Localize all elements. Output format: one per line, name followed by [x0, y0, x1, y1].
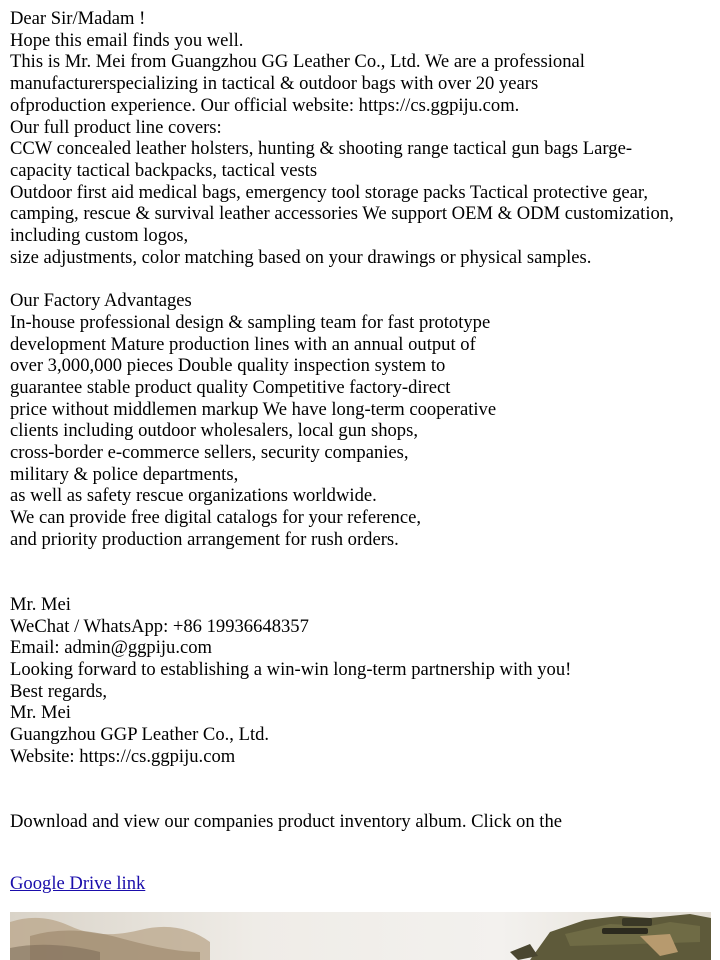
advantages-heading: Our Factory Advantages — [10, 290, 192, 312]
google-drive-link[interactable]: Google Drive link — [10, 872, 146, 894]
advantage-line: development Mature production lines with an annual output of — [10, 333, 476, 355]
advantage-line: military & police departments, — [10, 463, 239, 485]
spacer — [10, 768, 710, 811]
signature-name: Mr. Mei — [10, 702, 71, 724]
intro-line: Hope this email finds you well. — [10, 29, 244, 51]
banner-illustration — [10, 912, 711, 960]
product-line: size adjustments, color matching based on your drawings or physical samples. — [10, 246, 592, 268]
greeting: Dear Sir/Madam ! — [10, 8, 146, 29]
product-line: camping, rescue & survival leather accessories We support OEM & ODM customization, — [10, 203, 674, 225]
advantage-line: cross-border e-commerce sellers, security companies, — [10, 442, 409, 464]
signature-email: Email: admin@ggpiju.com — [10, 637, 212, 659]
product-banner-image — [10, 912, 711, 960]
advantage-line: We can provide free digital catalogs for your reference, — [10, 507, 421, 529]
advantage-line: In-house professional design & sampling team for fast prototype — [10, 311, 491, 333]
spacer — [10, 551, 710, 594]
signature-wechat: WeChat / WhatsApp: +86 19936648357 — [10, 615, 309, 637]
signature-regards: Best regards, — [10, 680, 108, 702]
spacer — [10, 268, 710, 290]
product-line: capacity tactical backpacks, tactical vests — [10, 159, 318, 181]
signature-company: Guangzhou GGP Leather Co., Ltd. — [10, 724, 270, 746]
product-line: CCW concealed leather holsters, hunting & shooting range tactical gun bags Large- — [10, 138, 633, 160]
drive-link-row — [10, 873, 710, 895]
signature-name: Mr. Mei — [10, 593, 71, 615]
advantage-line: as well as safety rescue organizations worldwide. — [10, 485, 377, 507]
advantage-line: guarantee stable product quality Competitive factory-direct — [10, 376, 451, 398]
product-line: Outdoor first aid medical bags, emergency tool storage packs Tactical protective gear, — [10, 181, 648, 203]
download-text: Download and view our companies product inventory album. Click on the — [10, 810, 563, 832]
advantage-line: and priority production arrangement for rush orders. — [10, 528, 399, 550]
signature-closing: Looking forward to establishing a win-win long-term partnership with you! — [10, 659, 572, 681]
advantage-line: price without middlemen markup We have long-term cooperative — [10, 398, 497, 420]
intro-line: This is Mr. Mei from Guangzhou GG Leather Co., Ltd. We are a professional — [10, 51, 585, 73]
email-body — [10, 8, 710, 894]
signature-website: Website: https://cs.ggpiju.com — [10, 745, 236, 767]
intro-line: ofproduction experience. Our official website: https://cs.ggpiju.com. — [10, 94, 520, 116]
advantage-line: clients including outdoor wholesalers, local gun shops, — [10, 420, 418, 442]
intro-line: manufacturerspecializing in tactical & outdoor bags with over 20 years — [10, 73, 539, 95]
spacer — [10, 833, 710, 873]
advantage-line: over 3,000,000 pieces Double quality inspection system to — [10, 355, 446, 377]
product-heading: Our full product line covers: — [10, 116, 222, 138]
product-line: including custom logos, — [10, 225, 189, 247]
